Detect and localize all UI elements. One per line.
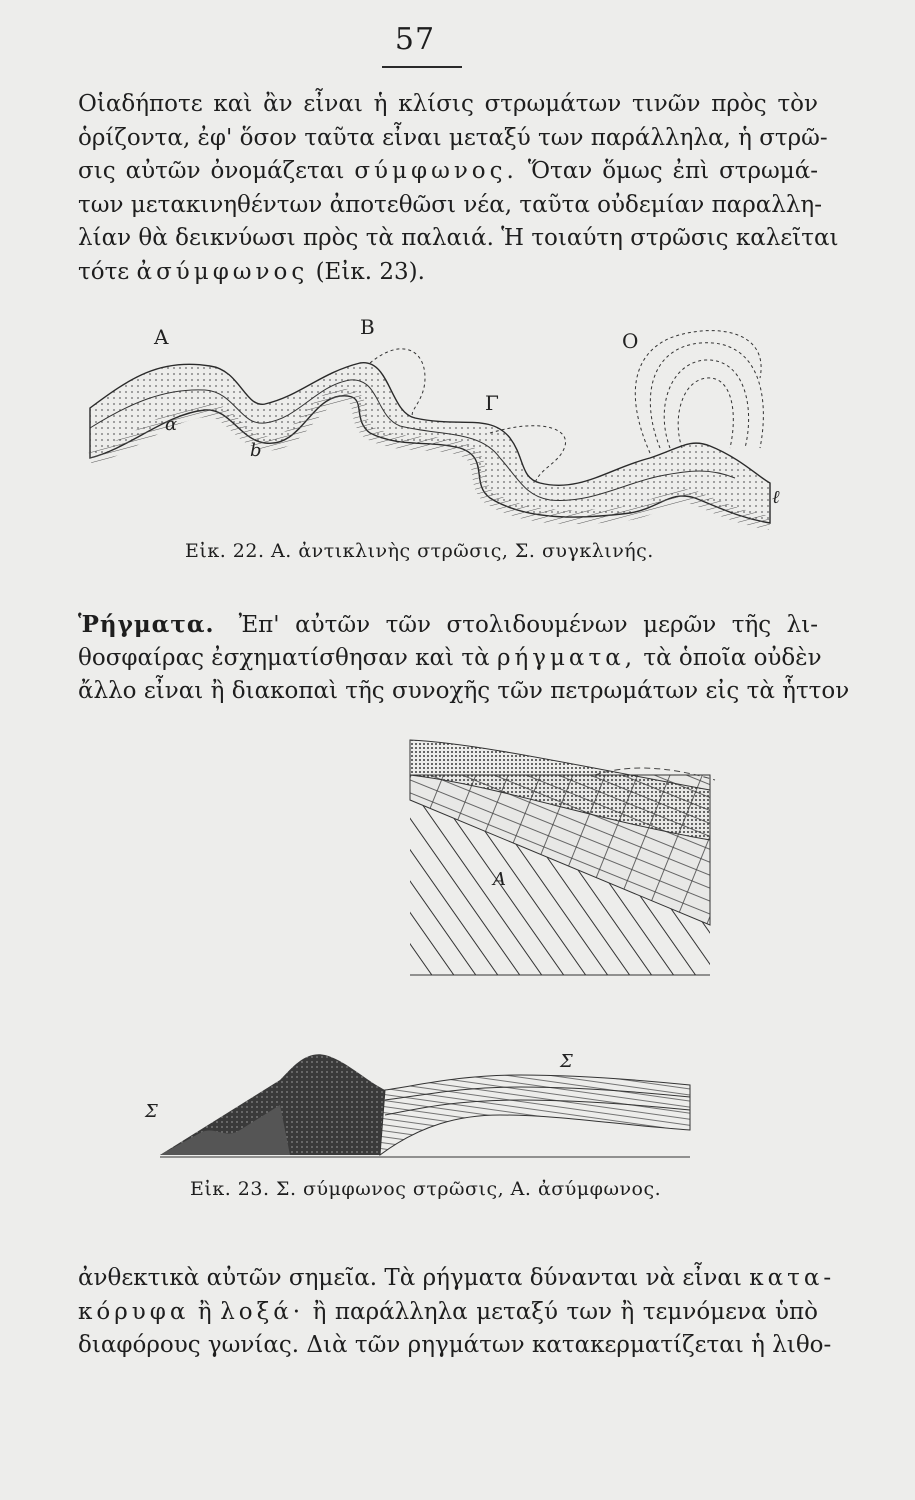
text-line — [78, 1296, 818, 1330]
paragraph-faults — [78, 608, 850, 709]
text-span: (Εἰκ. 23). — [315, 258, 425, 285]
term-kata: κατα- — [749, 1265, 836, 1291]
figure-22-label-alpha: α — [165, 414, 178, 435]
text-span: ἢ παράλληλα μεταξύ των ἢ τεμνόμενα ὑπὸ — [312, 1298, 818, 1325]
text-line — [78, 1262, 836, 1296]
text-line — [78, 642, 822, 676]
page-number: 57 — [394, 22, 436, 57]
text-span: τὰ ὁποῖα οὐδὲν — [643, 644, 822, 671]
text-line: διαφόρους γωνίας. Διὰ τῶν ρηγμάτων κατακερματίζεται ἡ λιθο- — [78, 1332, 832, 1358]
text-line — [78, 155, 818, 189]
figure-22-label-o: O — [622, 329, 639, 353]
term-asymfonos: ἀσύμφωνος — [136, 258, 309, 285]
figure-23-unconformity-illustration — [395, 735, 720, 980]
text-line: ὁρίζοντα, ἐφ' ὅσον ταῦτα εἶναι μεταξύ των παράλληλα, ἡ στρῶ- — [78, 124, 828, 151]
figure-23-label-sigma-left: Σ — [145, 1101, 158, 1122]
text-line: Οἱαδήποτε καὶ ἂν εἶναι ἡ κλίσις στρωμάτων τινῶν πρὸς τὸν — [78, 91, 818, 117]
text-line: ἄλλο εἶναι ἢ διακοπαὶ τῆς συνοχῆς τῶν πετρωμάτων εἰς τὰ ἧττον — [78, 678, 850, 704]
text-line: των μετακινηθέντων ἀποτεθῶσι νέα, ταῦτα οὐδεμίαν παραλλη- — [78, 191, 822, 218]
text-span: ἀνθεκτικὰ αὐτῶν σημεῖα. Τὰ ρήγματα δύνανται νὰ εἶναι — [78, 1265, 742, 1291]
figure-23-caption: Εἰκ. 23. Σ. σύμφωνος στρῶσις, Α. ἀσύμφωνος. — [190, 1178, 662, 1200]
figure-23-consonant-illustration — [140, 1045, 700, 1165]
text-line — [78, 608, 818, 642]
figure-22-label-b-lower: b — [250, 440, 262, 461]
term-symfonos: σύμφωνος. — [354, 158, 518, 184]
figure-22-folds-illustration — [70, 318, 810, 533]
text-span: τότε — [78, 258, 130, 285]
text-line: λίαν θὰ δεικνύωσι πρὸς τὰ παλαιά. Ἡ τοιαύτη στρῶσις καλεῖται — [78, 225, 839, 251]
term-koryfa: κόρυφα — [78, 1298, 190, 1325]
figure-22-edge-mark: ℓ — [772, 487, 780, 508]
paragraph-fault-types — [78, 1262, 836, 1363]
section-heading-faults: Ῥήγματα. — [78, 611, 215, 638]
text-span: Ἐπ' αὐτῶν τῶν στολιδουμένων μερῶν τῆς λι- — [238, 612, 818, 638]
figure-22-label-a-upper: A — [154, 325, 169, 349]
figure-22-label-b-upper: B — [360, 318, 375, 339]
figure-23-label-a: A — [493, 869, 506, 890]
text-span: ἢ — [197, 1298, 212, 1325]
figure-23-label-sigma-right: Σ — [560, 1051, 573, 1072]
term-rigmata: ρήγματα, — [496, 644, 637, 671]
text-span: σις αὐτῶν ὀνομάζεται — [78, 158, 345, 184]
text-line — [78, 256, 818, 290]
term-loxa: λοξά· — [220, 1298, 305, 1325]
figure-22-label-gamma: Γ — [485, 391, 499, 415]
page-number-rule — [382, 66, 462, 68]
text-span: θοσφαίρας ἐσχηματίσθησαν καὶ τὰ — [78, 644, 490, 671]
paragraph-consonant-stratification — [78, 88, 839, 289]
text-span: Ὅταν ὅμως ἐπὶ στρωμά- — [527, 158, 819, 184]
figure-22-caption: Εἰκ. 22. Α. ἀντικλινὴς στρῶσις, Σ. συγκλινής. — [185, 540, 654, 562]
